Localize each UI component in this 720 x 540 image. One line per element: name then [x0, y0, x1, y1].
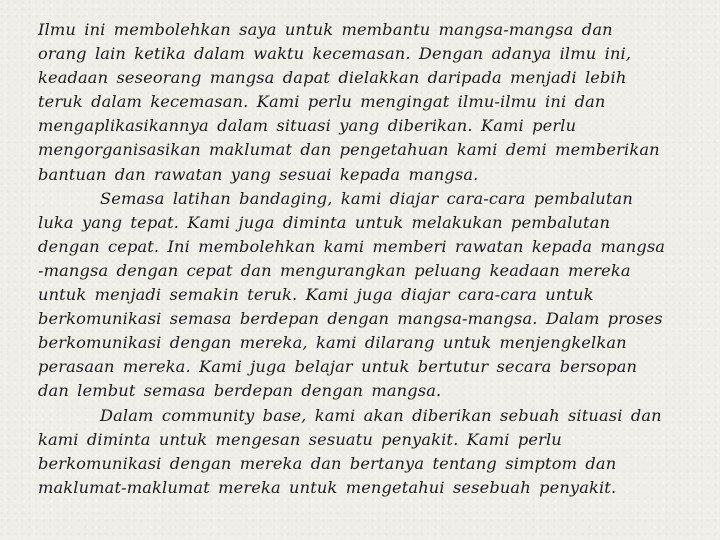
text-line: berkomunikasi dengan mereka dan bertanya tentang simptom dan	[38, 453, 617, 473]
text-line: maklumat-maklumat mereka untuk mengetahui sesebuah penyakit.	[38, 477, 617, 497]
text-line: -mangsa dengan cepat dan mengurangkan peluang keadaan mereka	[38, 260, 631, 280]
text-line: keadaan seseorang mangsa dapat dielakkan daripada menjadi lebih	[38, 68, 627, 88]
text-line: dan lembut semasa berdepan dengan mangsa.	[38, 381, 442, 401]
text-line: Semasa latihan bandaging, kami diajar cara-cara pembalutan	[100, 188, 633, 208]
text-line: Dalam community base, kami akan diberikan sebuah situasi dan	[100, 405, 662, 425]
document-body	[38, 18, 706, 500]
text-line: perasaan mereka. Kami juga belajar untuk bertutur secara bersopan	[38, 357, 638, 377]
text-line: dengan cepat. Ini membolehkan kami memberi rawatan kepada mangsa	[38, 236, 666, 256]
text-line: berkomunikasi semasa berdepan dengan mangsa-mangsa. Dalam proses	[38, 309, 663, 329]
text-line: mengorganisasikan maklumat dan pengetahuan kami demi memberikan	[38, 140, 660, 160]
text-line: Ilmu ini membolehkan saya untuk membantu mangsa-mangsa dan	[38, 20, 613, 39]
text-line: luka yang tepat. Kami juga diminta untuk melakukan pembalutan	[38, 212, 611, 232]
text-line: orang lain ketika dalam waktu kecemasan. Dengan adanya ilmu ini,	[38, 44, 632, 64]
text-line: teruk dalam kecemasan. Kami perlu mengingat ilmu-ilmu ini dan	[38, 92, 606, 112]
paragraph-3	[38, 404, 706, 500]
text-line: kami diminta untuk mengesan sesuatu penyakit. Kami perlu	[38, 429, 562, 449]
text-line: mengaplikasikannya dalam situasi yang diberikan. Kami perlu	[38, 116, 577, 136]
paragraph-2	[38, 187, 706, 404]
paragraph-1	[38, 18, 706, 187]
text-line: berkomunikasi dengan mereka, kami dilarang untuk menjengkelkan	[38, 333, 627, 353]
text-line: untuk menjadi semakin teruk. Kami juga diajar cara-cara untuk	[38, 285, 594, 305]
text-line: bantuan dan rawatan yang sesuai kepada mangsa.	[38, 164, 479, 184]
